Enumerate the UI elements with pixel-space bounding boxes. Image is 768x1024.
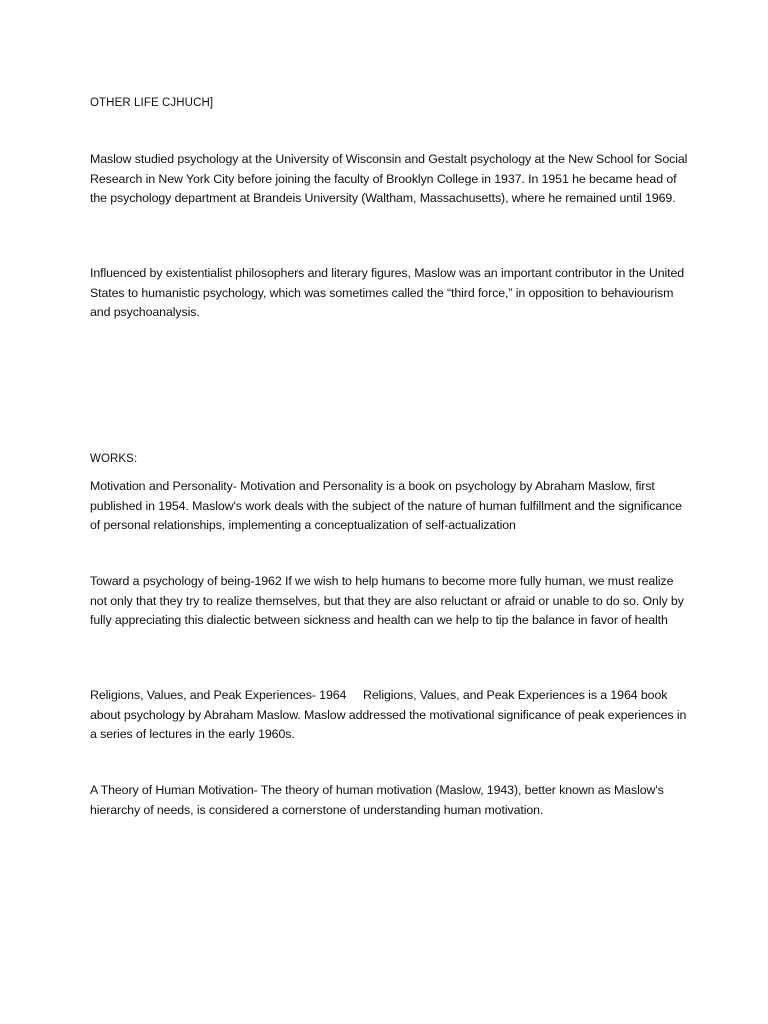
paragraph-influenced: Influenced by existentialist philosophers and literary figures, Maslow was an important contributor in the United States to humanistic psychology, which was sometimes called the “third force,” in opposition to behaviourism and psychoanalysis. <box>90 266 685 319</box>
work-theory-of-human-motivation: A Theory of Human Motivation- The theory of human motivation (Maslow, 1943), better known as Maslow's hierarchy of needs, is considered a cornerstone of understanding human motivation. <box>90 783 664 817</box>
work-toward-a-psychology-of-being: Toward a psychology of being-1962 If we wish to help humans to become more fully human, we must realize not only that they try to realize themselves, but that they are also reluctant or afraid or unable to do so. Only by fully appreciating this dialectic between sickness and health can we help to tip the balance in favor of health <box>90 574 684 627</box>
paragraph-maslow-studied: Maslow studied psychology at the University of Wisconsin and Gestalt psychology at the New School for Social Research in New York City before joining the faculty of Brooklyn College in 1937. In 1951 he became head of the psychology department at Brandeis University (Waltham, Massachusetts), where he remained until 1969. <box>90 152 688 205</box>
section-heading-works: WORKS: <box>90 453 138 465</box>
section-heading-other-life: OTHER LIFE CJHUCH] <box>90 97 214 109</box>
work-religions-values-peak-experiences: Religions, Values, and Peak Experiences- 1964 Religions, Values, and Peak Experiences is a 1964 book about psychology by Abraham Maslow. Maslow addressed the motivational significance of peak experiences in a series of lectures in the early 1960s. <box>90 688 690 741</box>
work-motivation-and-personality: Motivation and Personality- Motivation and Personality is a book on psychology by Abraham Maslow, first published in 1954. Maslow's work deals with the subject of the nature of human fulfillment and the significance of personal relationships, implementing a conceptualization of self-actualization <box>90 479 682 532</box>
